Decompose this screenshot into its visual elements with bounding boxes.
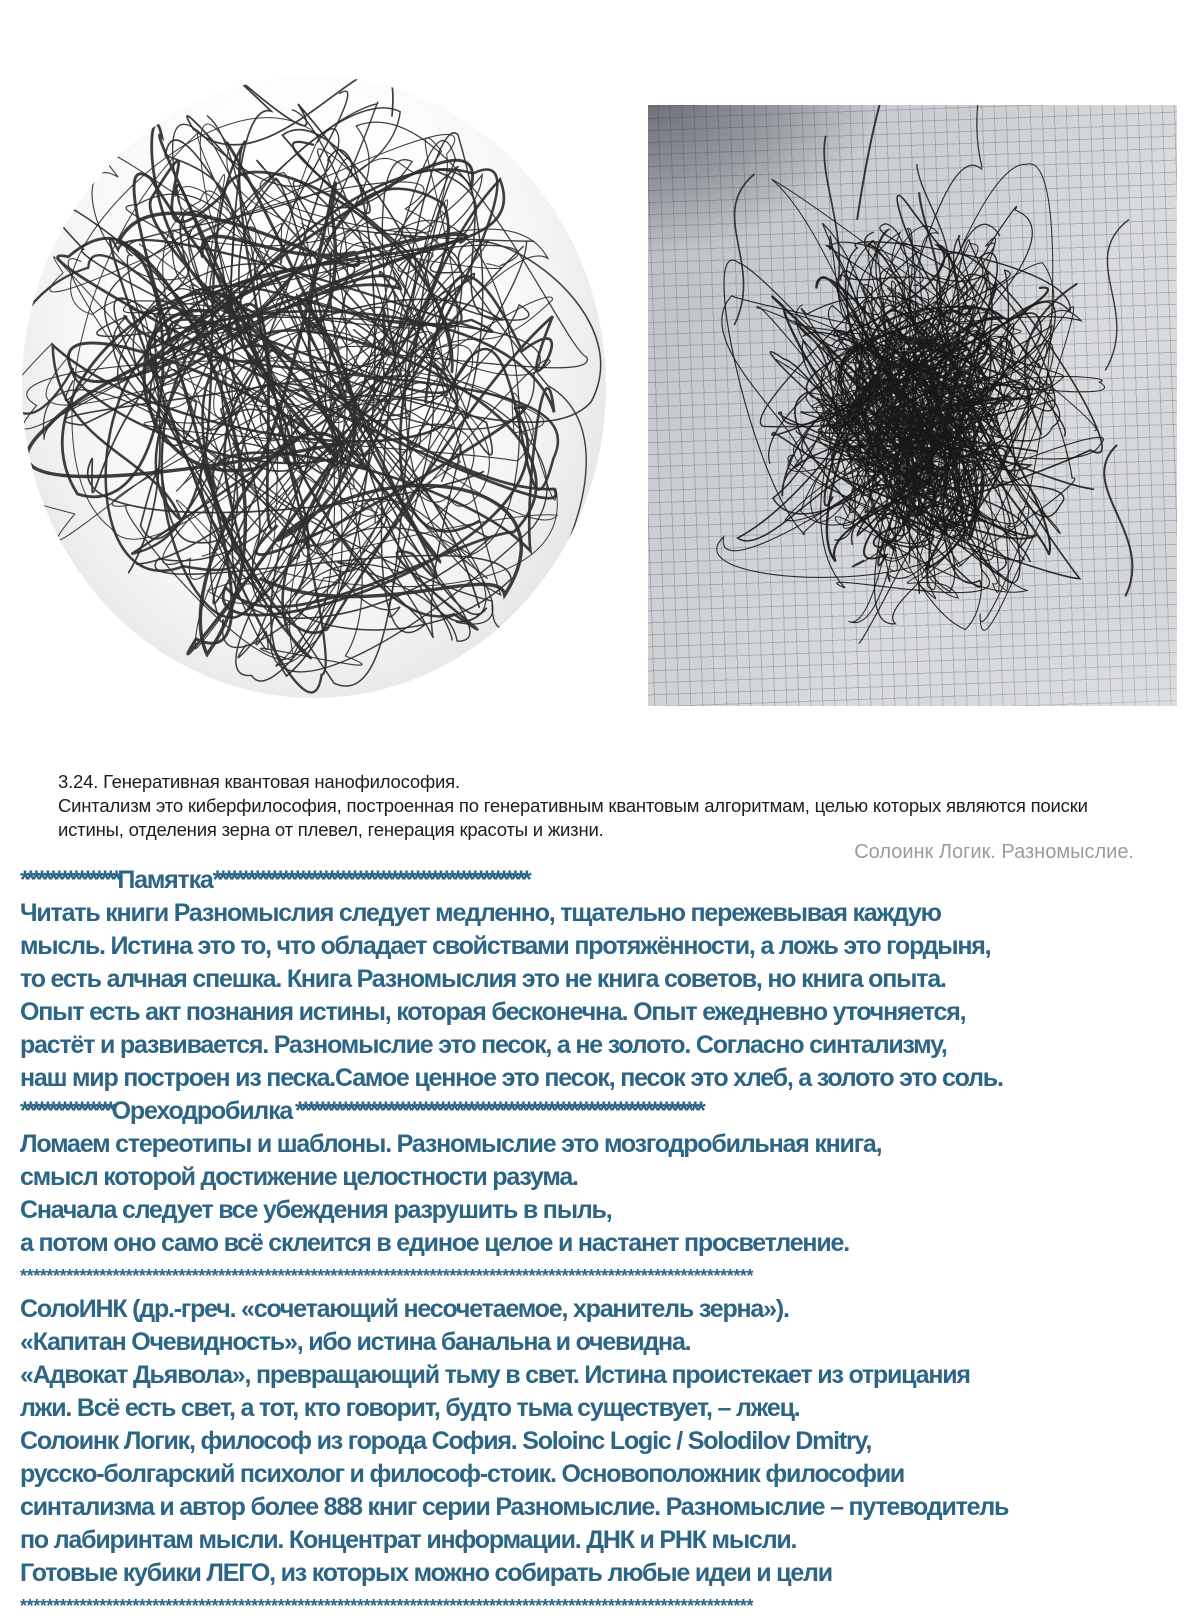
star-footer: *************************************************************************************************************** bbox=[20, 1596, 754, 1616]
bio-line: Готовые кубики ЛЕГО, из которых можно собирать любые идеи и цели bbox=[20, 1559, 832, 1587]
section-intro-lines bbox=[58, 794, 1088, 842]
sphere-scribble-strokes bbox=[22, 76, 606, 698]
bio-line: «Капитан Очевидность», ибо истина банальна и очевидна. bbox=[20, 1328, 691, 1356]
nutcracker-line: Ломаем стереотипы и шаблоны. Разномыслие это мозгодробильная книга, bbox=[20, 1130, 882, 1158]
nutcracker-stars-right: *********************************************************************** bbox=[292, 1097, 702, 1125]
bio-line: Солоинк Логик, философ из города София. Soloinc Logic / Solodilov Dmitry, bbox=[20, 1427, 872, 1455]
memo-title: Памятка bbox=[117, 866, 213, 894]
book-text bbox=[20, 864, 1196, 1623]
nutcracker-line: а потом оно само всё склеится в единое целое и настанет просветление. bbox=[20, 1229, 849, 1257]
section-intro-line: истины, отделения зерна от плевел, генерация красоты и жизни. bbox=[58, 819, 604, 840]
memo-stars-left: ***************** bbox=[20, 866, 118, 894]
nutcracker-line: смысл которой достижение целостности разума. bbox=[20, 1163, 578, 1191]
bio-lines bbox=[20, 1293, 1196, 1590]
nutcracker-stars-left: **************** bbox=[20, 1097, 112, 1125]
section-heading: 3.24. Генеративная квантовая нанофилософия. bbox=[58, 771, 460, 792]
memo-header bbox=[20, 864, 1196, 897]
bio-line: лжи. Всё есть свет, а тот, кто говорит, будто тьма существует, – лжец. bbox=[20, 1394, 800, 1422]
nutcracker-header bbox=[20, 1095, 1196, 1128]
memo-line: растёт и развивается. Разномыслие это песок, а не золото. Согласно синтализму, bbox=[20, 1031, 947, 1059]
nutcracker-title: Ореходробилка bbox=[111, 1097, 293, 1125]
memo-line: наш мир построен из песка.Самое ценное это песок, песок это хлеб, а золото это соль. bbox=[20, 1064, 1003, 1092]
section-intro-line: Синтализм это киберфилософия, построенная по генеративным квантовым алгоритмам, целью которых являются поиски bbox=[58, 795, 1088, 816]
bio-line: «Адвокат Дьявола», превращающий тьму в свет. Истина проистекает из отрицания bbox=[20, 1361, 970, 1389]
attribution: Солоинк Логик. Разномыслие. bbox=[854, 841, 1134, 863]
bio-line: синтализма и автор более 888 книг серии Разномыслие. Разномыслие – путеводитель bbox=[20, 1493, 1009, 1521]
section-intro bbox=[58, 770, 1088, 842]
memo-stars-right: ******************************************************* bbox=[212, 866, 528, 894]
memo-line: Опыт есть акт познания истины, которая бесконечна. Опыт ежедневно уточняется, bbox=[20, 998, 966, 1026]
bio-line: по лабиринтам мысли. Концентрат информации. ДНК и РНК мысли. bbox=[20, 1526, 797, 1554]
memo-line: Читать книги Разномыслия следует медленно, тщательно пережевывая каждую bbox=[20, 899, 941, 927]
star-divider: *************************************************************************************************************** bbox=[20, 1266, 754, 1286]
memo-line: то есть алчная спешка. Книга Разномыслия это не книга советов, но книга опыта. bbox=[20, 965, 946, 993]
graph-paper-scribble-photo bbox=[648, 105, 1177, 706]
memo-line: мысль. Истина это то, что обладает свойствами протяжённости, а ложь это гордыня, bbox=[20, 932, 991, 960]
scribble-sphere-figure bbox=[22, 76, 606, 698]
photo-scribble-strokes bbox=[648, 105, 1177, 706]
nutcracker-lines bbox=[20, 1128, 1196, 1260]
memo-lines bbox=[20, 897, 1196, 1095]
nutcracker-line: Сначала следует все убеждения разрушить в пыль, bbox=[20, 1196, 612, 1224]
bio-line: СолоИНК (др.-греч. «сочетающий несочетаемое, хранитель зерна»). bbox=[20, 1295, 789, 1323]
bio-line: русско-болгарский психолог и философ-стоик. Основоположник философии bbox=[20, 1460, 905, 1488]
